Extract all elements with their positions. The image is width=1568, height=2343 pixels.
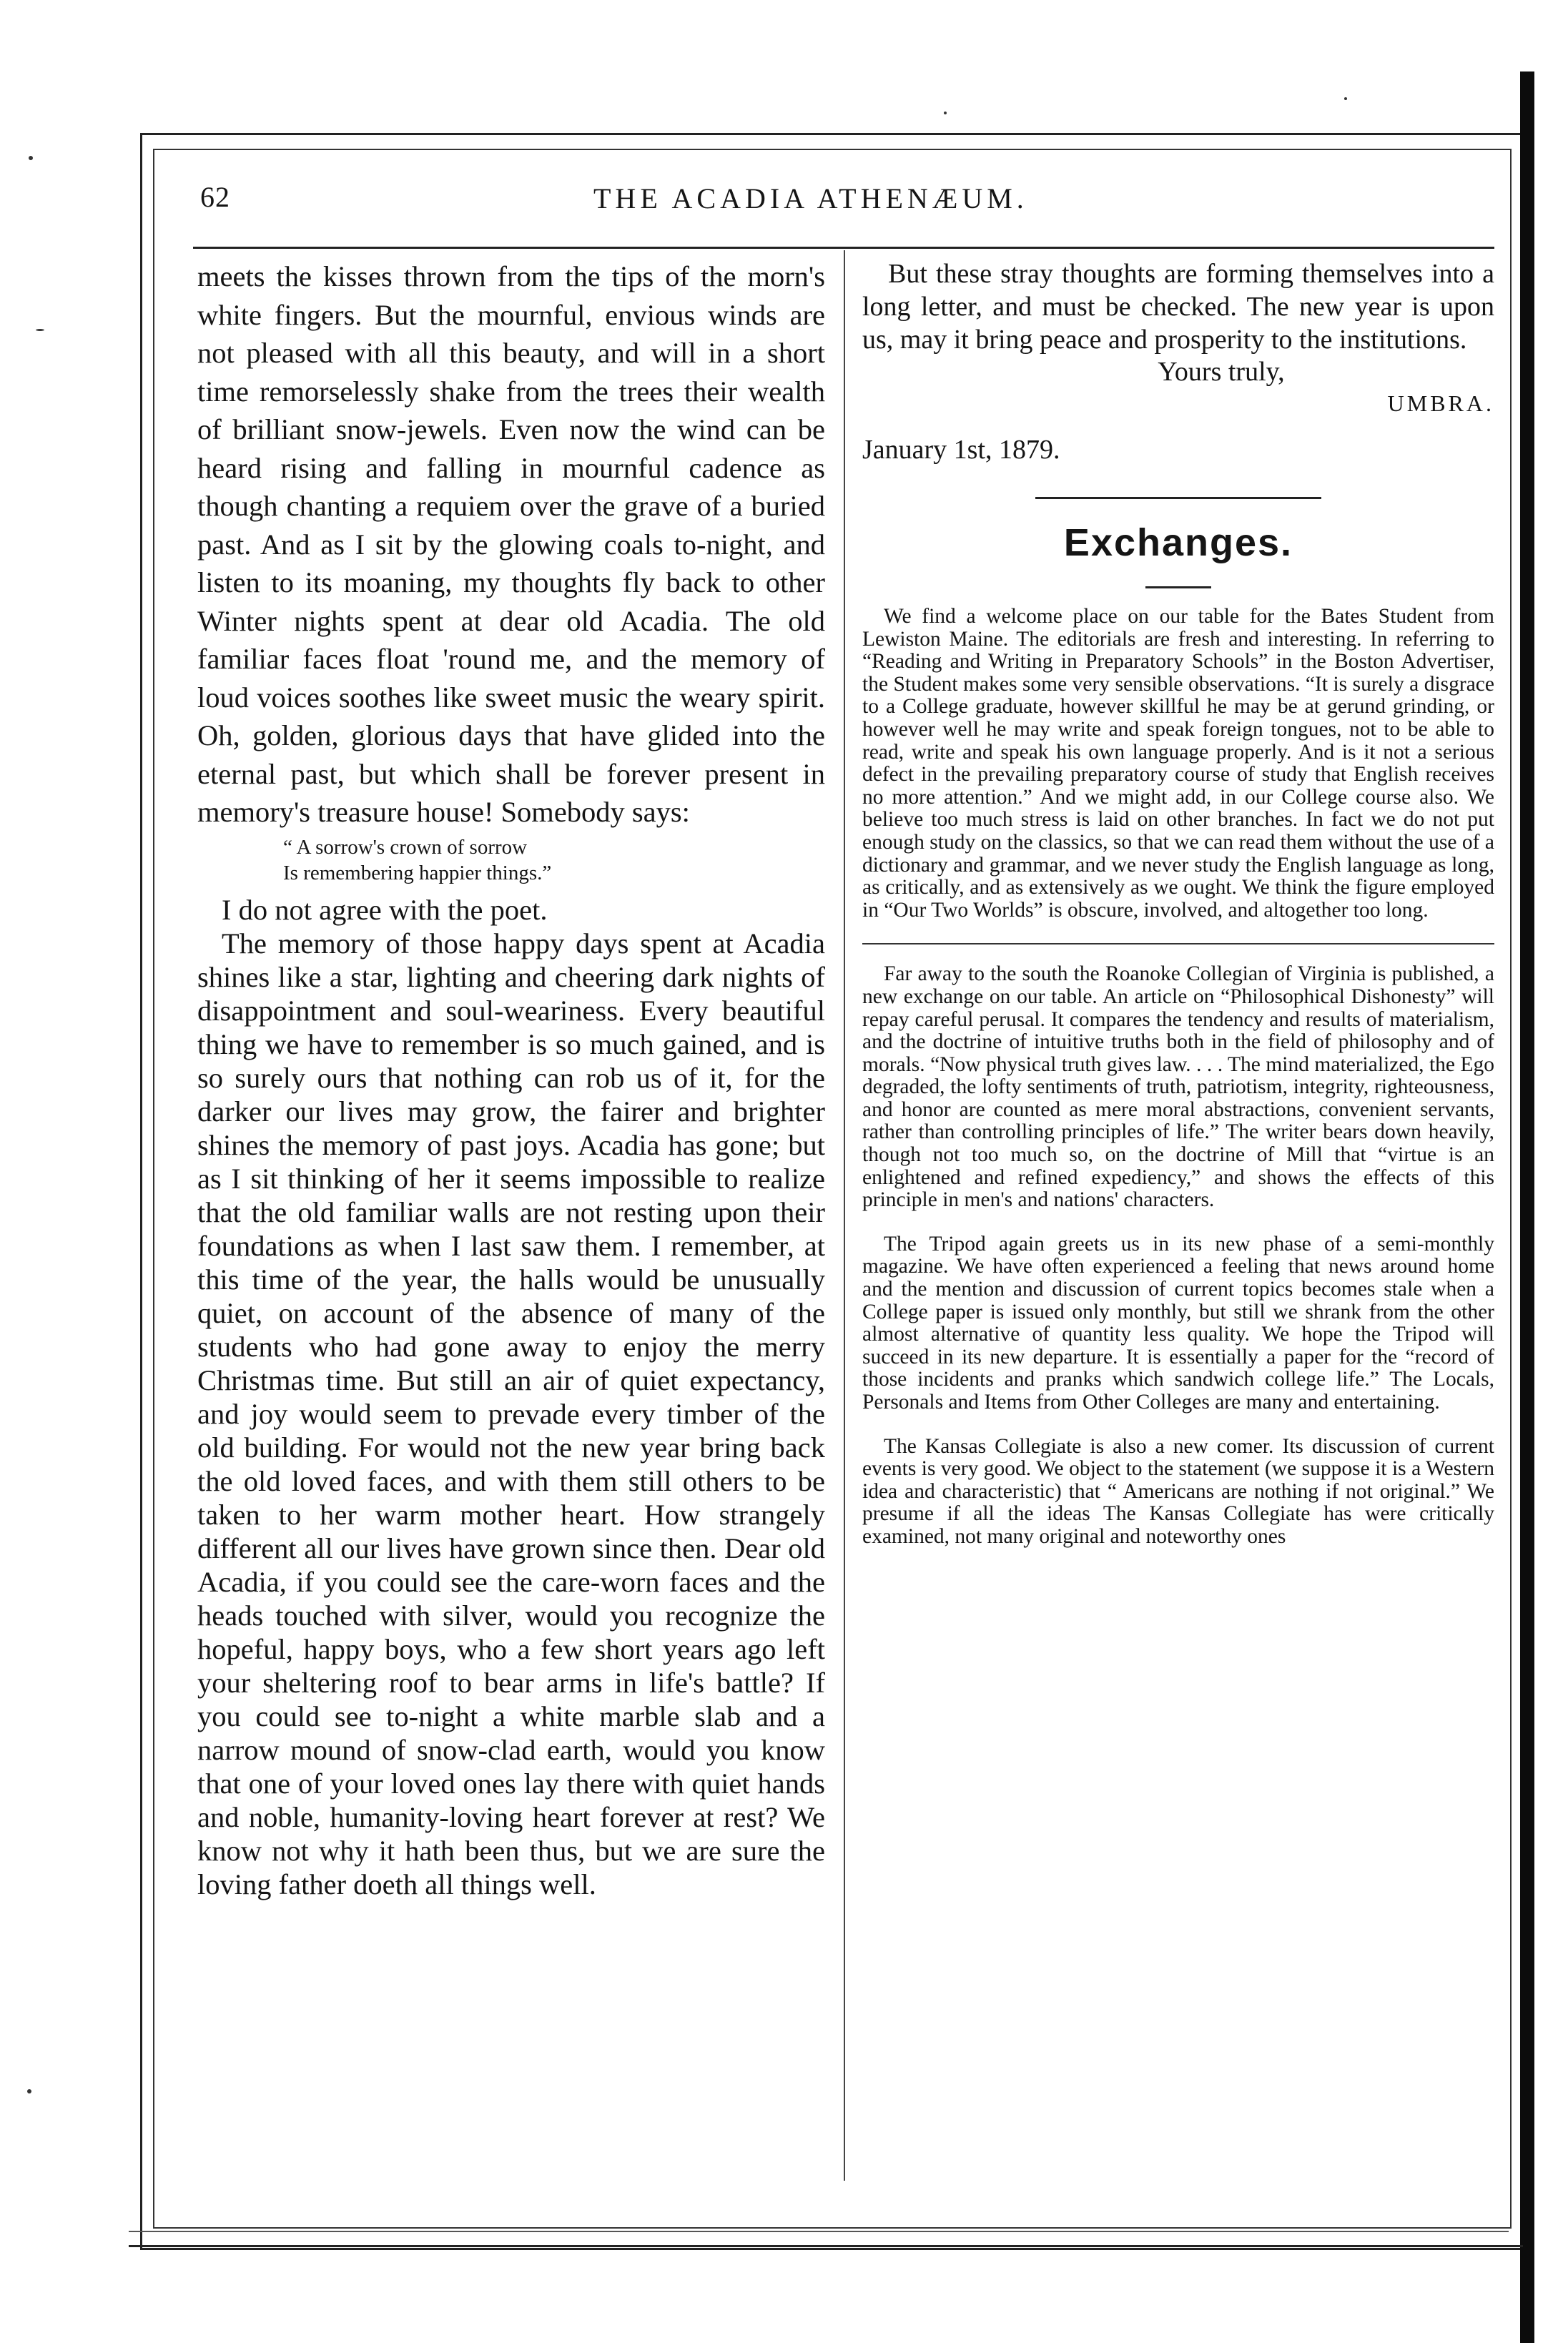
section-rule xyxy=(1035,497,1321,499)
letter-paragraph: But these stray thoughts are forming themselves into a long letter, and must be checked. The new year is upon us, may it bring peace and prosperity to the institutions. xyxy=(862,259,1494,355)
left-paragraph-2: I do not agree with the poet. xyxy=(222,893,548,926)
poem-line-1: “ A sorrow's crown of sorrow xyxy=(283,835,528,859)
running-title: THE ACADIA ATHENÆUM. xyxy=(593,182,1028,214)
poem-line-2: Is remembering happier things.” xyxy=(283,861,552,884)
print-speck xyxy=(27,2089,31,2093)
title-underline xyxy=(1145,586,1211,588)
left-column xyxy=(197,257,825,1901)
section-title-exchanges: Exchanges. xyxy=(1063,521,1293,564)
letter-valediction: Yours truly, xyxy=(1158,357,1285,387)
print-speck xyxy=(29,156,33,160)
scan-edge-shadow xyxy=(1520,71,1534,2343)
right-column xyxy=(862,257,1494,1570)
bottom-rule xyxy=(129,2231,1509,2232)
print-speck xyxy=(944,112,947,114)
left-paragraph-3: The memory of those happy days spent at Acadia shines like a star, lighting and cheering dark nights of disappointment and soul-weariness. Every beautiful thing we have to remember is so much gained, and is so surely ours that nothing can rob us of it, for the darker our lives may grow, the fairer and brighter shines the memory of past joys. Acadia has gone; but as I sit thinking of her it seems impossible to realize that the old familiar walls are not resting upon their foundations as when I last saw them. I remember, at this time of the year, the halls would be unusually quiet, on account of the absence of many of the students who had gone away to enjoy the merry Christmas time. But still an air of quiet expectancy, and joy would seem to prevade every timber of the old building. For would not the new year bring back the old loved faces, and with them still others to be taken to her warm mother heart. How strangely different all our lives have grown since then. Dear old Acadia, if you could see the care-worn faces and the heads touched with silver, would you recognize the hopeful, happy boys, who a few short years ago left your sheltering roof to bear arms in life's battle? If you could see to-night a white marble slab and a narrow mound of snow-clad earth, would you know that one of your loved ones lay there with quiet hands and noble, humanity-loving heart forever at rest? We know not why it hath been thus, but we are sure the loving father doeth all things well. xyxy=(197,927,825,1900)
exchange-bates-student: We find a welcome place on our table for the Bates Student from Lewiston Maine. The editorials are fresh and interesting. In referring to “Reading and Writing in Preparatory Schools” in the Boston Advertiser, the Student makes some very sensible observations. “It is surely a disgrace to a College graduate, however skillful he may be at gerund grinding, or however well he may write and speak foreign tongues, not to be able to read, write and speak his own language properly. And is it not a serious defect in the prevailing preparatory course of study that English receives no more attention.” And we might add, in our College course also. We believe too much stress is laid on other branches. In fact we do not put enough study on the classics, so that we can read them without the use of a dictionary and grammar, and we never study the English language as long, as critically, and as extensively as we ought. We think the figure employed in “Our Two Worlds” is obscure, involved, and altogether too long. xyxy=(862,605,1494,922)
bottom-rule xyxy=(129,2245,1523,2247)
letter-closing-block xyxy=(862,257,1494,356)
page-header xyxy=(193,177,1509,227)
exchange-kansas-collegiate: The Kansas Collegiate is also a new comer. Its discussion of current events is very good. We object to the statement (we suppose it is a Western idea and characteristic) that “ Americans are nothing if not original.” We presume if all the ideas The Kansas Collegiate has were critically examined, not many original and noteworthy ones xyxy=(862,1434,1494,1548)
print-speck xyxy=(36,329,44,331)
exchange-tripod: The Tripod again greets us in its new phase of a semi-monthly magazine. We have often experienced a feeling that news around home and the mention and discussion of current topics becomes stale when a College paper is issued only monthly, but still we shrank from the other almost alternative of quantity less quality. We hope the Tripod will succeed in its new departure. It is essentially a paper for the “record of those incidents and pranks which sandwich college life.” The Locals, Personals and Items from Other Colleges are many and entertaining. xyxy=(862,1232,1494,1414)
letter-date: January 1st, 1879. xyxy=(862,435,1060,465)
header-rule xyxy=(193,247,1494,249)
exchange-roanoke-collegian: Far away to the south the Roanoke Collegian of Virginia is published, a new exchange on our table. An article on “Philosophical Dishonesty” will repay careful perusal. It compares the tendency and results of materialism, and the doctrine of intuitive truths both in the field of philosophy and of morals. “Now physical truth gives law. . . . The mind materialized, the Ego degraded, the lofty sentiments of truth, patriotism, integrity, righteousness, and honor are counted as mere moral abstractions, convenient servants, rather than controlling principles of life.” The writer bears down heavily, though not too much so, on the doctrine of Mill that “virtue is an enlightened and refined expediency,” and shows the effects of this principle in men's and nations' characters. xyxy=(862,962,1494,1212)
author-signature: UMBRA. xyxy=(1387,390,1494,416)
print-speck xyxy=(1344,97,1347,100)
exchanges-body xyxy=(862,606,1494,1549)
exchange-divider xyxy=(862,943,1494,944)
page-number: 62 xyxy=(200,181,230,213)
column-divider xyxy=(844,250,845,2181)
left-paragraph-1: meets the kisses thrown from the tips of the morn's white fingers. But the mournful, envious winds are not pleased with all this beauty, and will in a short time remorselessly shake from the trees their wealth of brilliant snow-jewels. Even now the wind can be heard rising and falling in mournful cadence as though chanting a requiem over the grave of a buried past. And as I sit by the glowing coals to-night, and listen to its moaning, my thoughts fly back to other Winter nights spent at dear old Acadia. The old familiar faces float 'round me, and the memory of loud voices soothes like sweet music the weary spirit. Oh, golden, glorious days that have glided into the eternal past, but which shall be forever present in memory's treasure house! Somebody says: xyxy=(197,260,825,828)
poem-quote xyxy=(283,834,825,886)
